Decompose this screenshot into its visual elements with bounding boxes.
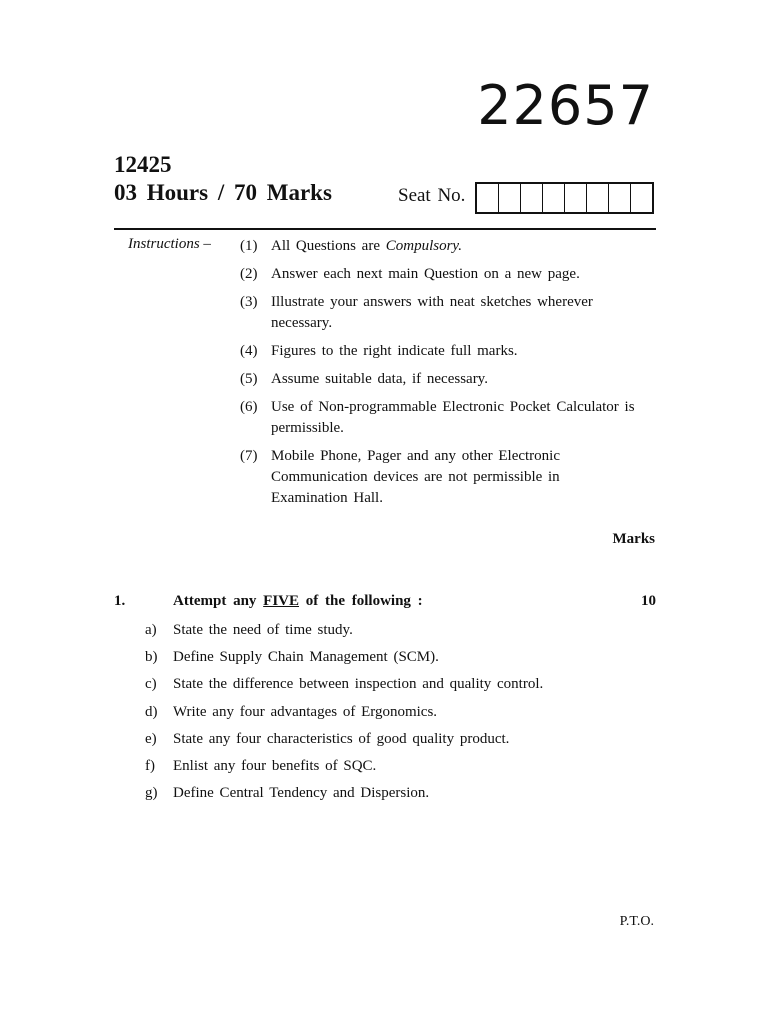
sub-question-text: Define Supply Chain Management (SCM). [173,649,439,666]
question-number: 1. [114,593,126,609]
question-marks: 10 [641,593,656,609]
sub-question [145,702,543,722]
sub-question-text: Enlist any four benefits of SQC. [173,757,377,774]
instruction-text: Illustrate your answers with neat sketches wherever necessary. [271,294,593,331]
sub-question [145,647,543,667]
sub-question-text: State the need of time study. [173,622,353,638]
instruction-number: (5) [240,371,258,387]
instruction-item [240,369,640,390]
seat-number-boxes[interactable] [475,182,654,214]
sub-question-label: c) [145,676,157,693]
sub-question [145,674,543,694]
question-text: Attempt any FIVE of the following : [173,593,423,609]
instruction-item [240,446,640,509]
instruction-item [240,341,640,362]
seat-number-label: Seat No. [398,185,466,206]
duration-marks: 03 Hours / 70 Marks [114,180,332,205]
instruction-text: Figures to the right indicate full marks. [271,343,518,359]
sub-question-label: f) [145,757,155,774]
sub-question-label: e) [145,730,157,747]
sub-question-text: State the difference between inspection and quality control. [173,676,544,693]
instruction-number: (2) [240,266,258,282]
instructions-heading: Instructions – [128,236,211,252]
seat-number-box[interactable] [631,184,652,212]
seat-number-box[interactable] [477,184,499,212]
sub-question-list [145,620,543,810]
marks-column-heading: Marks [612,531,655,547]
sub-question-text: Write any four advantages of Ergonomics. [173,703,438,720]
sub-question-text: State any four characteristics of good quality product. [173,730,510,747]
seat-number-box[interactable] [609,184,631,212]
sub-question-label: b) [145,649,158,666]
seat-number-box[interactable] [543,184,565,212]
header-rule [114,228,656,230]
seat-number-box[interactable] [587,184,609,212]
exam-code: 12425 [114,152,172,177]
seat-number-box[interactable] [521,184,543,212]
instruction-number: (4) [240,343,258,359]
sub-question-label: d) [145,703,158,720]
seat-number-box[interactable] [499,184,521,212]
instruction-text: Use of Non-programmable Electronic Pocket Calculator is permissible. [271,399,635,436]
page-turn-note: P.T.O. [619,914,654,929]
instruction-number: (3) [240,294,258,310]
instruction-number: (1) [240,238,258,254]
instruction-text: All Questions are Compulsory. [271,238,462,254]
sub-question-label: a) [145,622,157,638]
question-emphasis: FIVE [263,593,299,609]
sub-question [145,756,543,776]
sub-question [145,620,543,640]
instruction-number: (6) [240,399,258,415]
instruction-text: Answer each next main Question on a new page. [271,266,580,282]
instruction-item [240,397,640,439]
instruction-text: Assume suitable data, if necessary. [271,371,488,387]
instructions-list [240,236,640,516]
instruction-item [240,236,640,257]
sub-question [145,729,543,749]
sub-question-label: g) [145,785,158,802]
paper-code: 22657 [477,74,654,137]
instruction-text: Mobile Phone, Pager and any other Electronic Communication devices are not permissible in Examination Hall. [271,448,561,506]
instruction-item [240,264,640,285]
sub-question-text: Define Central Tendency and Dispersion. [173,785,430,802]
instruction-item [240,292,640,334]
instruction-emphasis: Compulsory. [385,238,462,254]
seat-number-box[interactable] [565,184,587,212]
instruction-number: (7) [240,448,258,464]
sub-question [145,783,543,803]
